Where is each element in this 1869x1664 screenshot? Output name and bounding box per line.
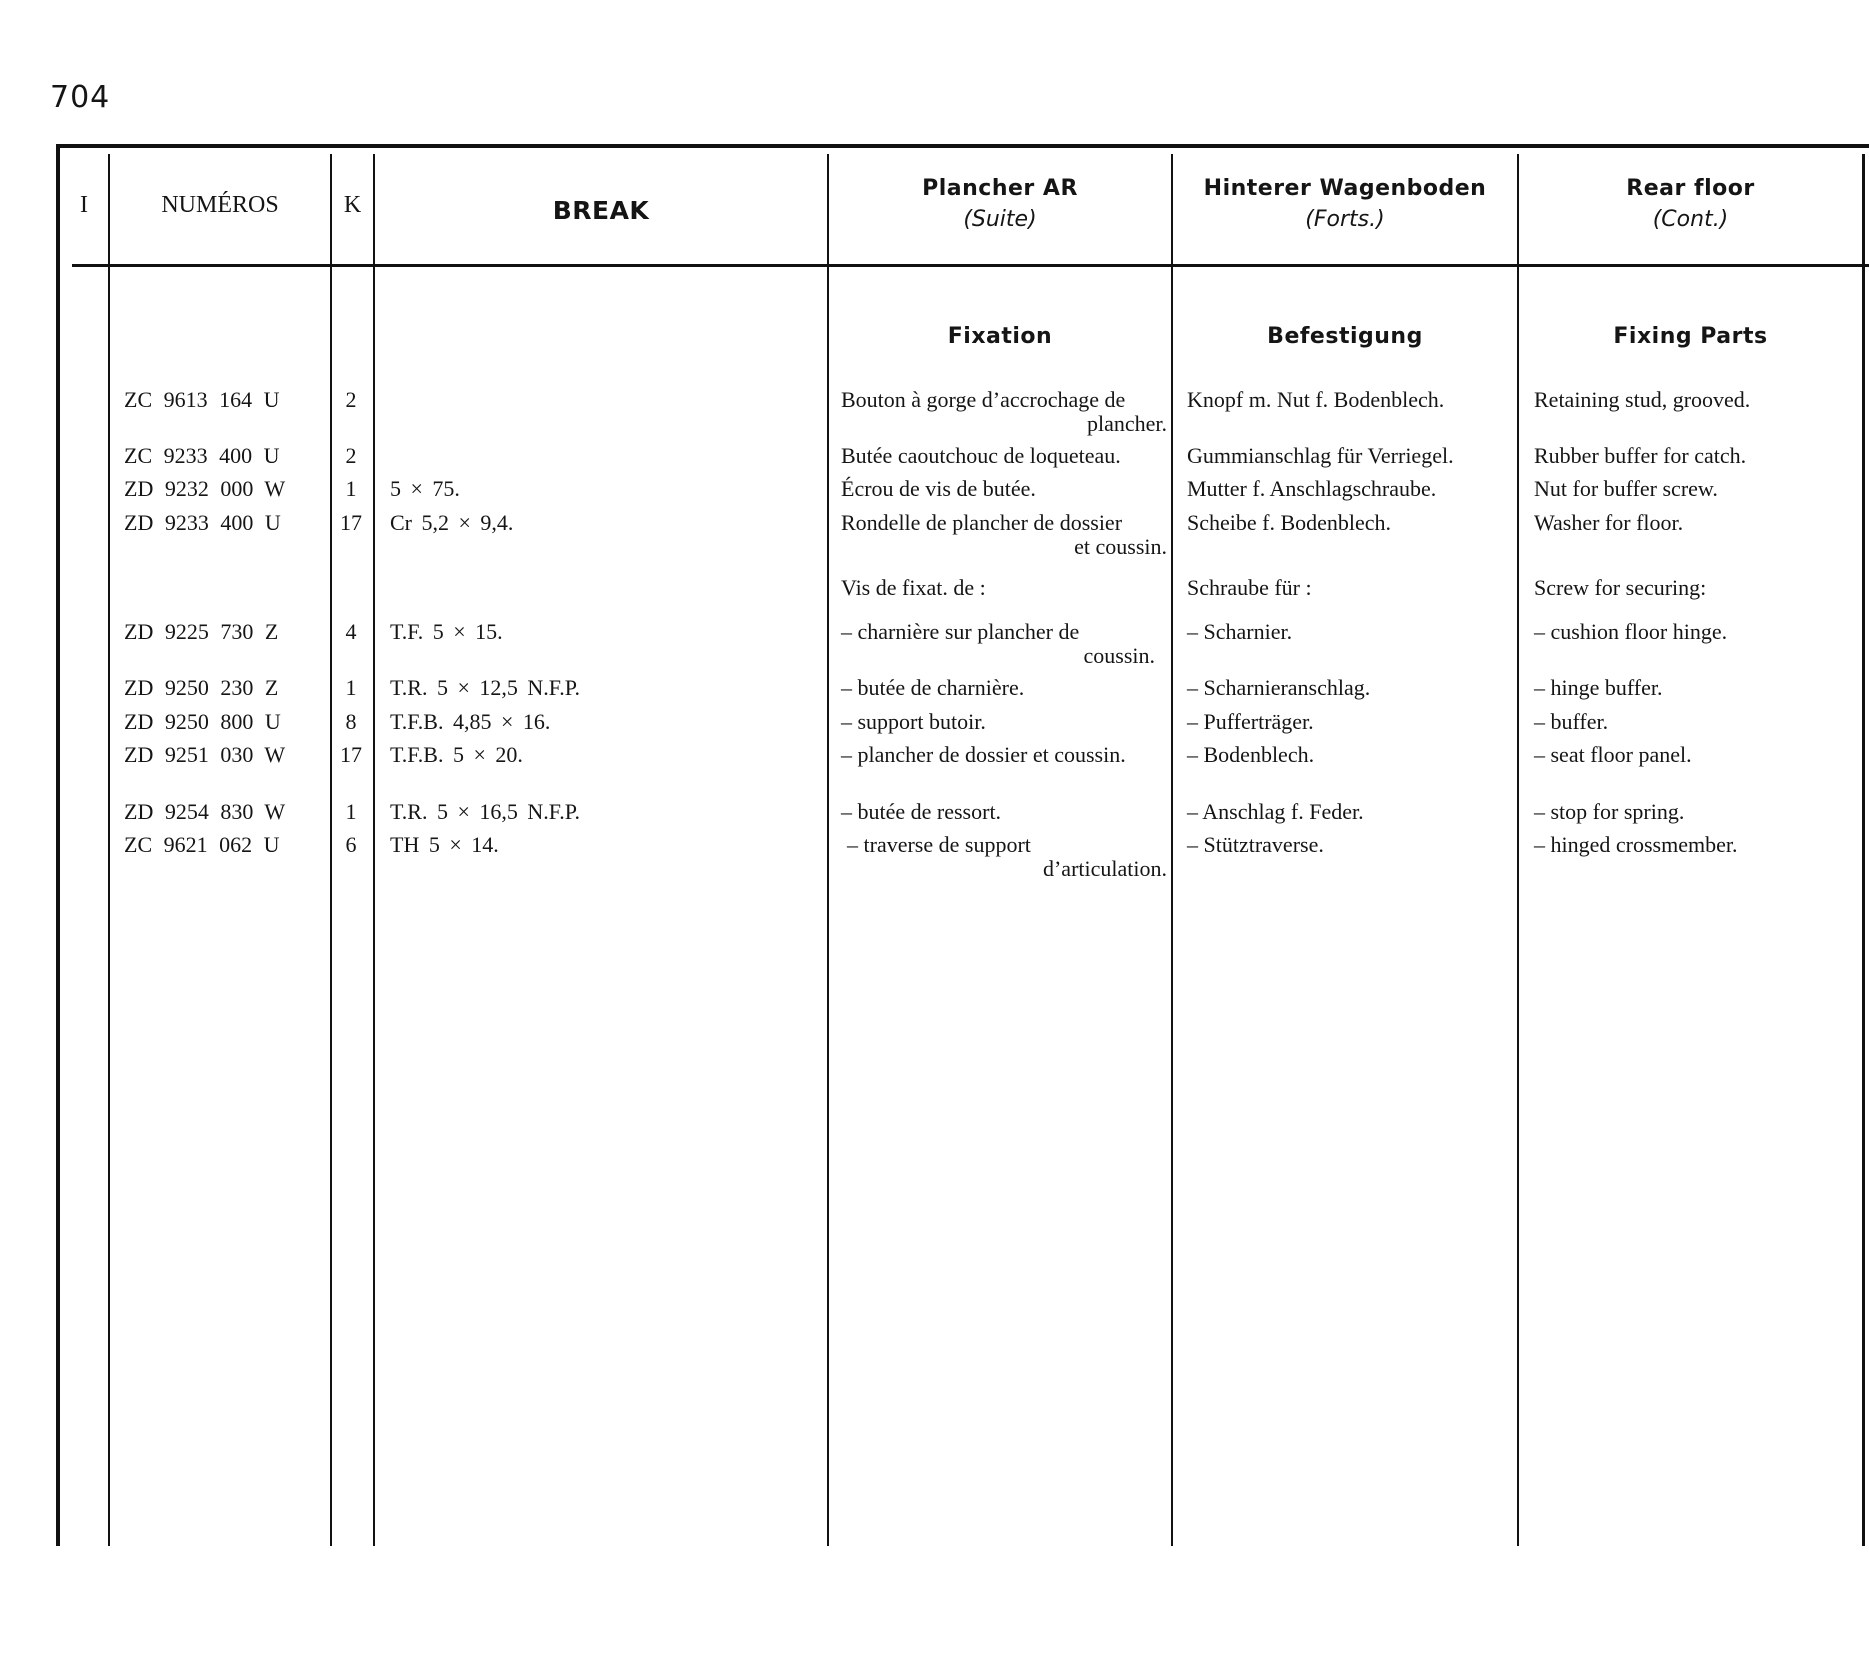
description-french: [847, 833, 1167, 881]
quantity: 17: [340, 510, 362, 535]
quantity: 1: [345, 799, 357, 824]
description-french-line1: – butée de ressort.: [841, 799, 1002, 824]
description-french-line1: – plancher de dossier et coussin.: [841, 742, 1126, 767]
description-french-line1: – butée de charnière.: [841, 675, 1025, 700]
part-number: ZD 9250 230 Z: [124, 675, 279, 700]
description-french-line1: – traverse de support: [847, 832, 1031, 857]
header-french-title: Plancher AR: [922, 176, 1078, 201]
col-divider-1: [108, 154, 110, 1546]
dimension: T.R. 5 × 12,5 N.F.P.: [390, 675, 581, 700]
dimension: T.F. 5 × 15.: [390, 619, 503, 644]
description-french: [841, 710, 1167, 734]
dimension: Cr 5,2 × 9,4.: [390, 510, 514, 535]
part-number: ZC 9621 062 U: [124, 832, 280, 857]
description-german: Scheibe f. Bodenblech.: [1187, 510, 1392, 535]
description-english: Washer for floor.: [1534, 510, 1684, 535]
description-french: [841, 676, 1167, 700]
description-french: [841, 576, 1167, 600]
part-number: ZD 9254 830 W: [124, 799, 286, 824]
part-number: ZD 9250 800 U: [124, 709, 281, 734]
part-number: ZD 9233 400 U: [124, 510, 281, 535]
description-french-line1: – charnière sur plancher de: [841, 619, 1080, 644]
description-english: – hinge buffer.: [1534, 675, 1663, 700]
part-number: ZC 9233 400 U: [124, 443, 280, 468]
part-number: ZD 9232 000 W: [124, 476, 286, 501]
quantity: 2: [345, 443, 357, 468]
description-german: Knopf m. Nut f. Bodenblech.: [1187, 387, 1445, 412]
description-english: – seat floor panel.: [1534, 742, 1692, 767]
table-left-border: [56, 144, 60, 1546]
description-french-line1: – support butoir.: [841, 709, 986, 734]
header-col-i: I: [80, 192, 88, 218]
part-number: ZC 9613 164 U: [124, 387, 280, 412]
header-bottom-rule: [72, 264, 1869, 267]
description-french-line1: Écrou de vis de butée.: [841, 476, 1036, 501]
description-french-line1: Butée caoutchouc de loqueteau.: [841, 443, 1121, 468]
header-english-subtitle: (Cont.): [1652, 207, 1729, 232]
description-french: [841, 444, 1167, 468]
description-german: Gummianschlag für Verriegel.: [1187, 443, 1454, 468]
header-col-english: [1519, 176, 1862, 232]
dimension: TH 5 × 14.: [390, 832, 499, 857]
page-number: 704: [50, 80, 111, 115]
description-english: Rubber buffer for catch.: [1534, 443, 1747, 468]
description-english: Nut for buffer screw.: [1534, 476, 1718, 501]
description-german: – Bodenblech.: [1187, 742, 1315, 767]
quantity: 1: [345, 675, 357, 700]
dimension: T.F.B. 5 × 20.: [390, 742, 523, 767]
section-heading-french: Fixation: [947, 324, 1053, 349]
header-english-title: Rear floor: [1626, 176, 1755, 201]
description-french: [841, 388, 1167, 436]
description-german: – Scharnier.: [1187, 619, 1293, 644]
description-english: – buffer.: [1534, 709, 1609, 734]
quantity: 8: [345, 709, 357, 734]
description-english: – hinged crossmember.: [1534, 832, 1738, 857]
col-divider-5: [1171, 154, 1173, 1546]
header-col-model: BREAK: [552, 196, 650, 225]
part-number: ZD 9251 030 W: [124, 742, 286, 767]
header-german-subtitle: (Forts.): [1305, 207, 1385, 232]
description-german: Mutter f. Anschlagschraube.: [1187, 476, 1437, 501]
description-french: [841, 511, 1167, 559]
col-divider-3: [373, 154, 375, 1546]
description-french-line2: coussin.: [1083, 643, 1155, 668]
header-col-k: K: [343, 192, 362, 218]
description-french: [841, 800, 1167, 824]
description-french-line1: Vis de fixat. de :: [841, 575, 986, 600]
col-divider-7: [1862, 154, 1865, 1546]
description-french-line1: Rondelle de plancher de dossier: [841, 510, 1123, 535]
section-heading-english: Fixing Parts: [1613, 324, 1768, 349]
description-french-line2: et coussin.: [1074, 534, 1167, 559]
header-german-title: Hinterer Wagenboden: [1203, 176, 1487, 201]
dimension: T.R. 5 × 16,5 N.F.P.: [390, 799, 581, 824]
header-col-german: [1173, 176, 1517, 232]
dimension: T.F.B. 4,85 × 16.: [390, 709, 551, 734]
col-divider-6: [1517, 154, 1519, 1546]
description-german: – Stütztraverse.: [1187, 832, 1324, 857]
quantity: 1: [345, 476, 357, 501]
description-german: – Scharnieranschlag.: [1187, 675, 1371, 700]
dimension: 5 × 75.: [390, 476, 460, 501]
header-french-subtitle: (Suite): [963, 207, 1037, 232]
quantity: 17: [340, 742, 362, 767]
description-french: [841, 620, 1155, 668]
description-english: – cushion floor hinge.: [1534, 619, 1728, 644]
table-top-rule: [58, 144, 1869, 148]
description-french: [841, 743, 1167, 767]
description-french-line2: d’articulation.: [1042, 856, 1167, 881]
description-german: – Pufferträger.: [1187, 709, 1314, 734]
description-english: Retaining stud, grooved.: [1534, 387, 1751, 412]
quantity: 2: [345, 387, 357, 412]
quantity: 6: [345, 832, 357, 857]
description-french-line2: plancher.: [1086, 411, 1167, 436]
description-english: Screw for securing:: [1534, 575, 1707, 600]
description-german: Schraube für :: [1187, 575, 1312, 600]
description-french-line1: Bouton à gorge d’accrochage de: [841, 387, 1126, 412]
description-french: [841, 477, 1167, 501]
description-english: – stop for spring.: [1534, 799, 1685, 824]
quantity: 4: [345, 619, 357, 644]
col-divider-4: [827, 154, 829, 1546]
description-german: – Anschlag f. Feder.: [1187, 799, 1364, 824]
part-number: ZD 9225 730 Z: [124, 619, 279, 644]
section-heading-german: Befestigung: [1267, 324, 1423, 349]
header-col-numeros: NUMÉROS: [161, 192, 279, 218]
header-col-french: [829, 176, 1171, 232]
